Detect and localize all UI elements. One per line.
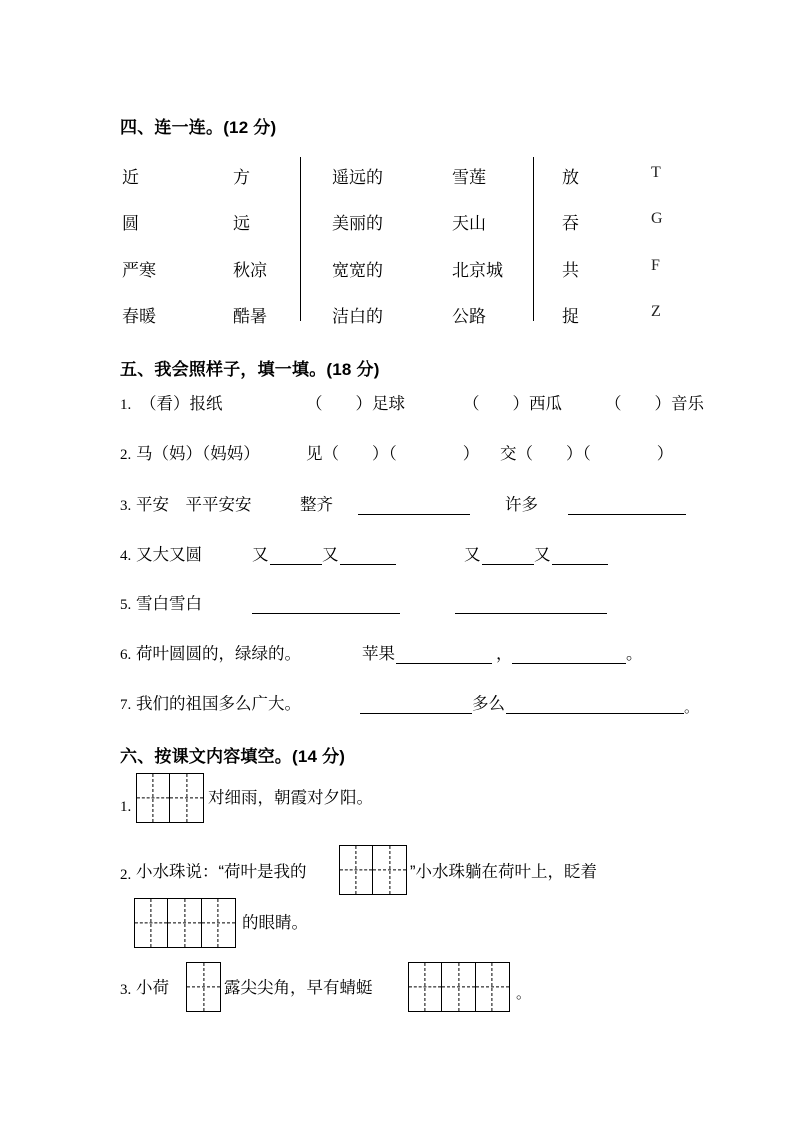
grid-cell[interactable] xyxy=(168,899,201,947)
five-item-4-blank-2[interactable] xyxy=(340,564,396,565)
column-divider-1 xyxy=(300,157,301,321)
section-four-heading: 四、连一连。(12 分) xyxy=(120,118,277,137)
grid-cell[interactable] xyxy=(170,774,203,822)
match-item-col1-0[interactable]: 近 xyxy=(122,168,139,187)
section-five-heading: 五、我会照样子，填一填。(18 分) xyxy=(120,360,380,379)
five-item-5-number: 5. xyxy=(120,597,132,613)
five-item-3-example: 平安 平平安安 xyxy=(136,496,252,514)
five-item-3-number: 3. xyxy=(120,498,132,514)
six-item-3-answer-grid-2[interactable] xyxy=(408,962,510,1012)
five-item-6-prompt: 苹果 xyxy=(362,645,395,663)
six-item-2-text-after: ”小水珠躺在荷叶上，眨着 xyxy=(410,863,597,881)
six-item-1-text-after: 对细雨，朝霞对夕阳。 xyxy=(208,789,373,807)
five-item-4-you-2: 又 xyxy=(322,546,339,564)
five-item-1-example: （看）报纸 xyxy=(140,395,223,413)
five-item-4-you-4: 又 xyxy=(534,546,551,564)
five-item-7-middle: 多么 xyxy=(472,695,505,713)
five-item-2-prompt-1[interactable]: 见（ ）（ ） xyxy=(306,445,480,463)
match-item-col2-2[interactable]: 秋凉 xyxy=(233,261,267,280)
five-item-3-answer-blank-2[interactable] xyxy=(568,514,686,515)
five-item-1-blank-1[interactable]: （ ）足球 xyxy=(306,395,405,413)
six-item-1-answer-grid[interactable] xyxy=(136,773,204,823)
six-item-2-answer-grid-2[interactable] xyxy=(134,898,236,948)
five-item-1-number: 1. xyxy=(120,397,132,413)
match-item-col4-2[interactable]: 北京城 xyxy=(452,261,503,280)
five-item-7-example: 我们的祖国多么广大。 xyxy=(136,695,301,713)
six-item-2-text-after-2: 的眼睛。 xyxy=(242,914,308,932)
five-item-6-number: 6. xyxy=(120,647,132,663)
six-item-2-text-before: 小水珠说：“荷叶是我的 xyxy=(136,863,307,881)
five-item-2-number: 2. xyxy=(120,447,132,463)
five-item-6-blank-1[interactable] xyxy=(396,663,492,664)
match-item-col6-0[interactable]: T xyxy=(651,164,661,181)
six-item-2-answer-grid-1[interactable] xyxy=(339,845,407,895)
match-item-col2-1[interactable]: 远 xyxy=(233,214,250,233)
five-item-7-blank-1[interactable] xyxy=(360,713,472,714)
six-item-3-answer-grid-1[interactable] xyxy=(186,962,221,1012)
five-item-7-period: 。 xyxy=(684,699,700,716)
five-item-4-blank-1[interactable] xyxy=(270,564,322,565)
five-item-4-number: 4. xyxy=(120,548,132,564)
match-item-col1-1[interactable]: 圆 xyxy=(122,214,139,233)
five-item-4-you-3: 又 xyxy=(464,546,481,564)
match-item-col4-0[interactable]: 雪莲 xyxy=(452,168,486,187)
six-item-3-text-after: 。 xyxy=(516,985,532,1002)
match-item-col1-3[interactable]: 春暖 xyxy=(122,307,156,326)
five-item-3-answer-blank-1[interactable] xyxy=(358,514,470,515)
five-item-5-example: 雪白雪白 xyxy=(136,595,202,613)
five-item-7-blank-2[interactable] xyxy=(506,713,684,714)
match-item-col3-1[interactable]: 美丽的 xyxy=(332,214,383,233)
grid-cell[interactable] xyxy=(135,899,168,947)
five-item-4-example: 又大又圆 xyxy=(136,546,202,564)
match-item-col4-3[interactable]: 公路 xyxy=(452,307,486,326)
five-item-3-prompt-1: 整齐 xyxy=(300,496,333,514)
grid-cell[interactable] xyxy=(476,963,509,1011)
six-item-1-number: 1. xyxy=(120,799,132,815)
match-item-col3-0[interactable]: 遥远的 xyxy=(332,168,383,187)
match-item-col2-0[interactable]: 方 xyxy=(233,168,250,187)
five-item-2-example: 马（妈）（妈妈） xyxy=(136,445,260,463)
match-item-col6-2[interactable]: F xyxy=(651,257,660,274)
five-item-7-number: 7. xyxy=(120,697,132,713)
five-item-5-blank-1[interactable] xyxy=(252,613,400,614)
five-item-1-blank-3[interactable]: （ ）音乐 xyxy=(605,395,704,413)
grid-cell[interactable] xyxy=(373,846,406,894)
grid-cell[interactable] xyxy=(340,846,373,894)
match-item-col5-0[interactable]: 放 xyxy=(562,168,579,187)
grid-cell[interactable] xyxy=(137,774,170,822)
five-item-4-you-1: 又 xyxy=(252,546,269,564)
five-item-1-blank-2[interactable]: （ ）西瓜 xyxy=(463,395,562,413)
five-item-4-blank-4[interactable] xyxy=(552,564,608,565)
match-item-col3-3[interactable]: 洁白的 xyxy=(332,307,383,326)
five-item-6-example: 荷叶圆圆的，绿绿的。 xyxy=(136,645,301,663)
five-item-6-period: 。 xyxy=(626,645,643,663)
match-item-col1-2[interactable]: 严寒 xyxy=(122,261,156,280)
match-item-col3-2[interactable]: 宽宽的 xyxy=(332,261,383,280)
match-item-col4-1[interactable]: 天山 xyxy=(452,214,486,233)
five-item-6-blank-2[interactable] xyxy=(512,663,626,664)
six-item-3-number: 3. xyxy=(120,982,132,998)
six-item-3-text-mid: 露尖尖角，早有蜻蜓 xyxy=(224,979,373,997)
match-item-col6-1[interactable]: G xyxy=(651,210,663,227)
match-item-col5-2[interactable]: 共 xyxy=(562,261,579,280)
column-divider-2 xyxy=(533,157,534,321)
match-item-col2-3[interactable]: 酷暑 xyxy=(233,307,267,326)
five-item-6-comma: ， xyxy=(496,645,513,663)
grid-cell[interactable] xyxy=(442,963,475,1011)
six-item-3-text-before: 小荷 xyxy=(136,979,169,997)
section-six-heading: 六、按课文内容填空。(14 分) xyxy=(120,747,346,766)
grid-cell[interactable] xyxy=(202,899,235,947)
grid-cell[interactable] xyxy=(187,963,220,1011)
match-item-col5-1[interactable]: 吞 xyxy=(562,214,579,233)
five-item-2-prompt-2[interactable]: 交（ ）（ ） xyxy=(500,445,674,463)
five-item-4-blank-3[interactable] xyxy=(482,564,534,565)
five-item-5-blank-2[interactable] xyxy=(455,613,607,614)
five-item-3-prompt-2: 许多 xyxy=(505,496,538,514)
six-item-2-number: 2. xyxy=(120,867,132,883)
match-item-col6-3[interactable]: Z xyxy=(651,303,661,320)
match-item-col5-3[interactable]: 捉 xyxy=(562,307,579,326)
grid-cell[interactable] xyxy=(409,963,442,1011)
